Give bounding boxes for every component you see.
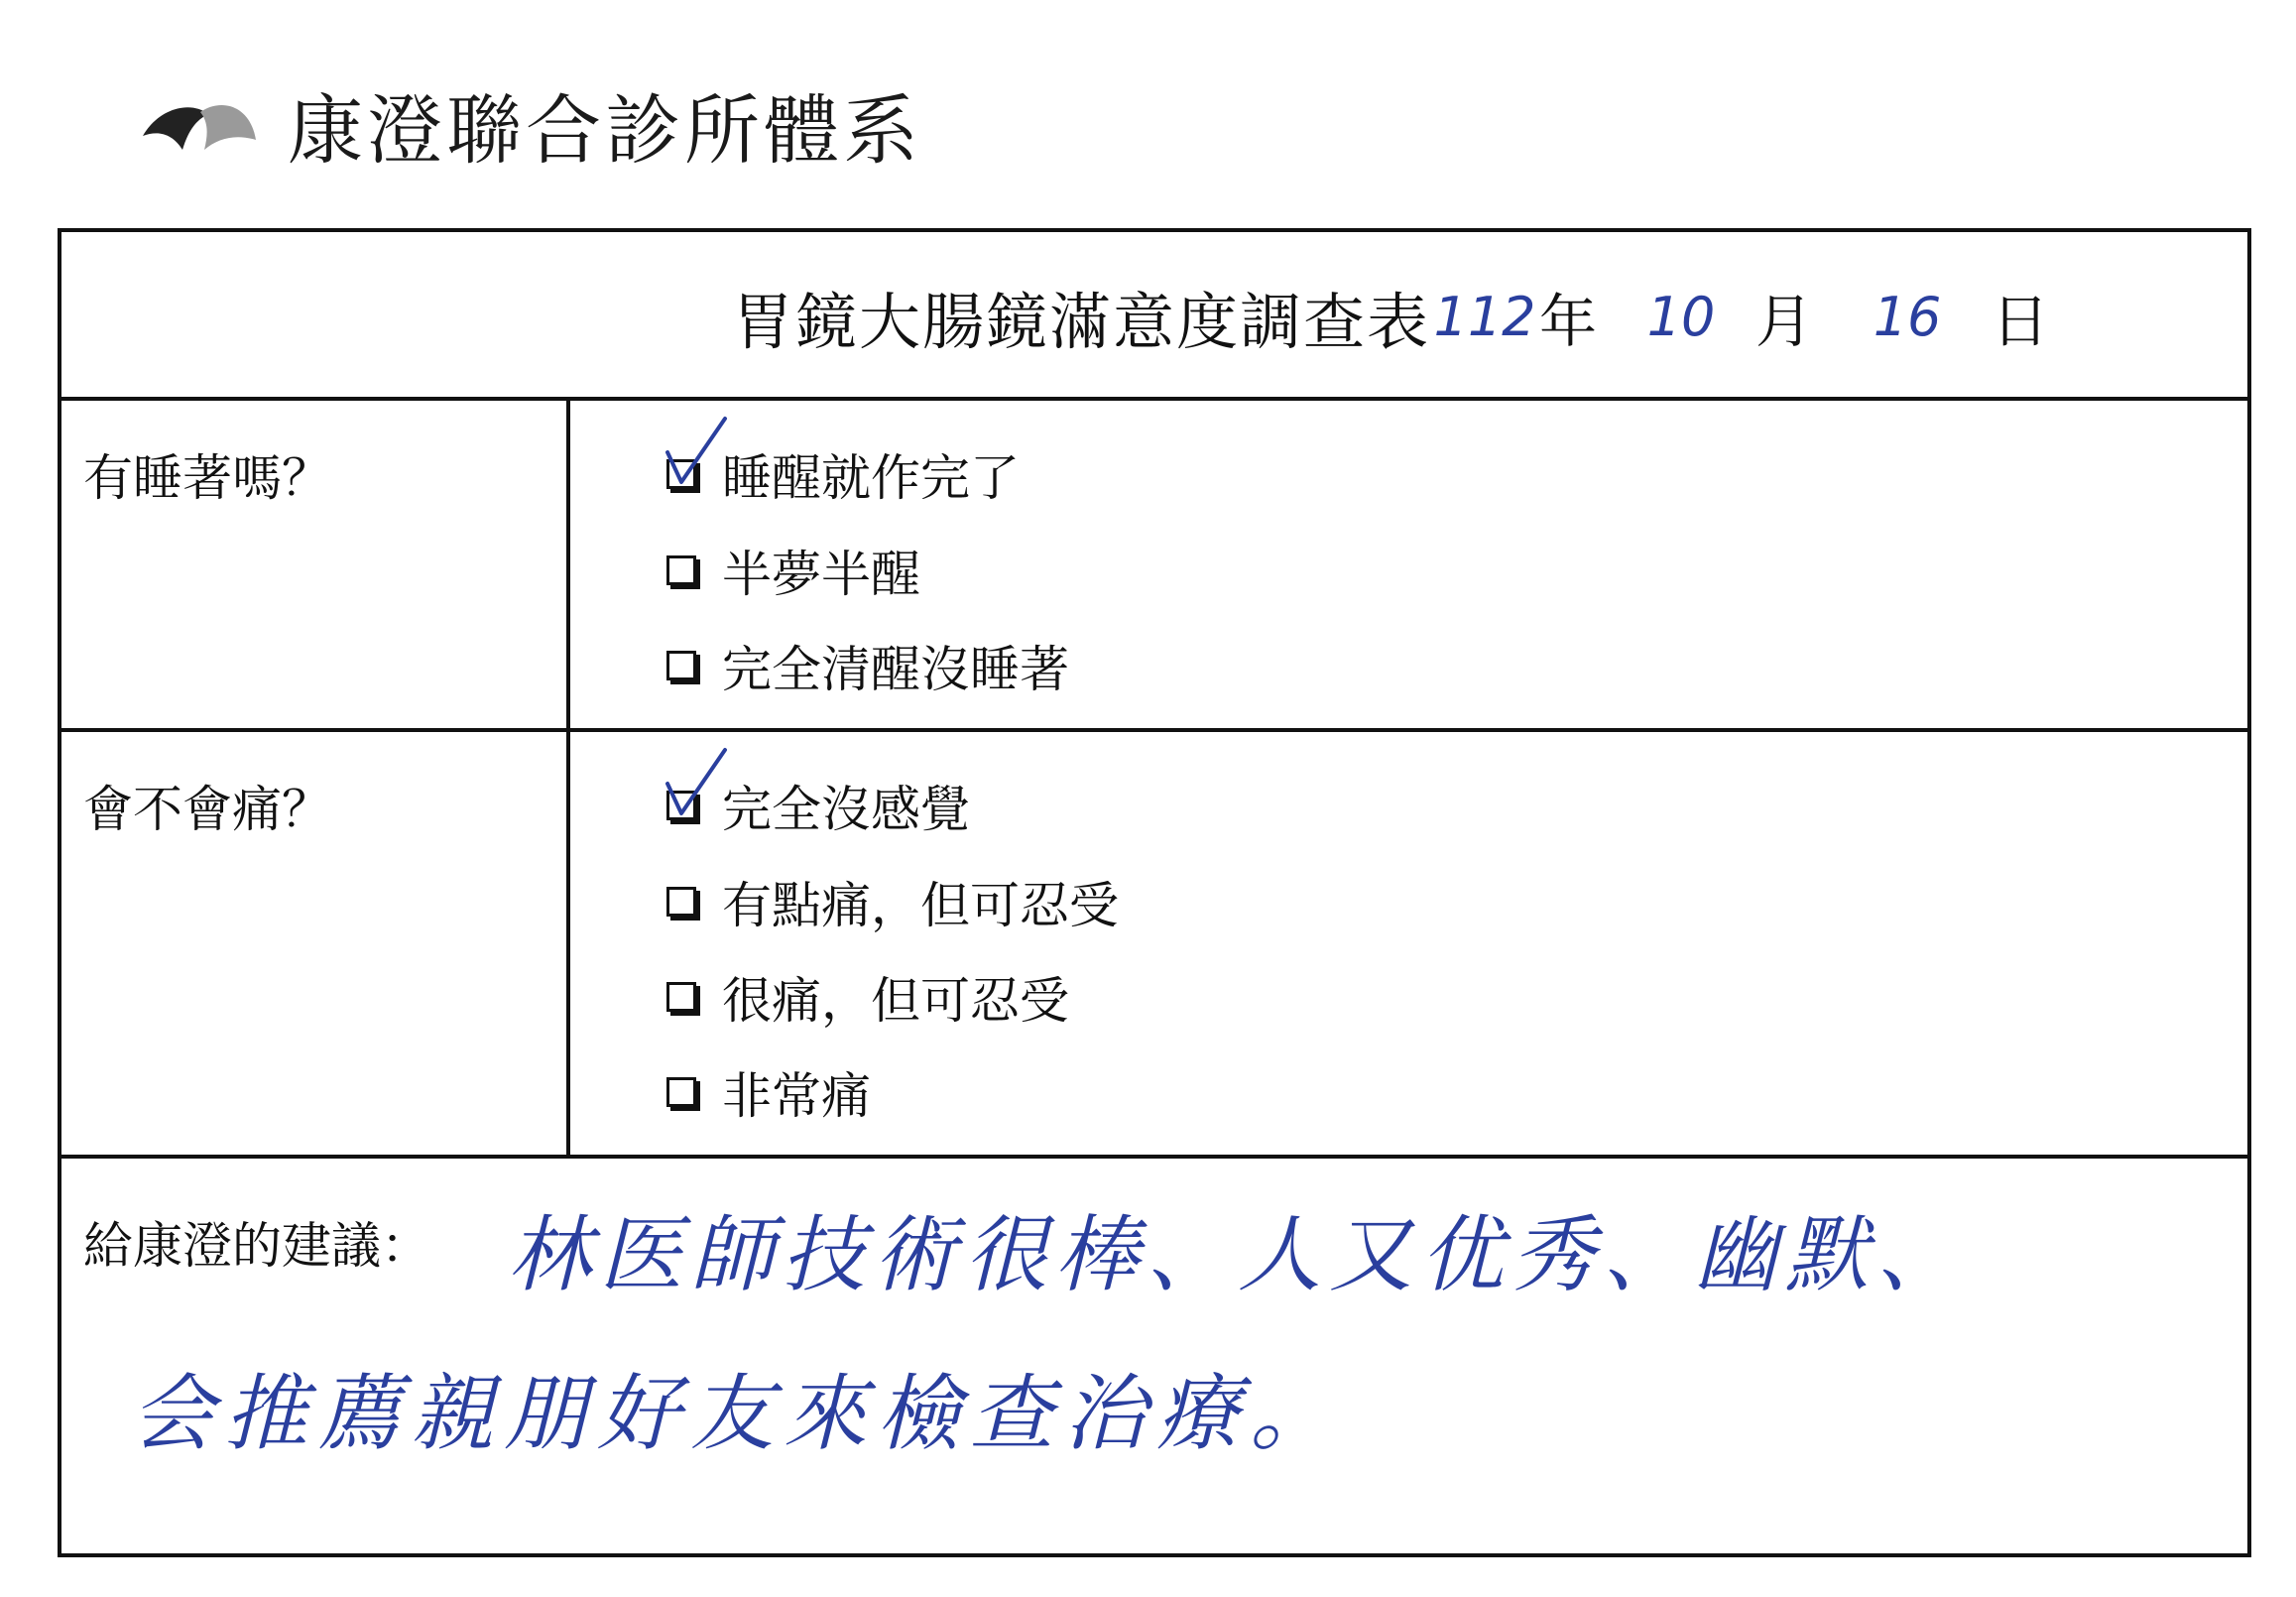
month-value: 10 xyxy=(1646,285,1716,348)
sleep-question: 有睡著嗎？ xyxy=(61,401,570,728)
suggestion-label: 給康澄的建議： xyxy=(83,1217,430,1275)
clinic-name: 康澄聯合診所體系 xyxy=(288,85,922,175)
pain-option-label: 有點痛，但可忍受 xyxy=(722,877,1119,934)
checkbox[interactable] xyxy=(666,651,696,680)
checkbox[interactable] xyxy=(666,459,696,489)
day-label: 日 xyxy=(1992,288,2050,355)
form-title: 胃鏡大腸鏡滿意度調查表 xyxy=(732,285,1431,358)
sleep-option[interactable] xyxy=(666,631,1069,700)
pain-option-label: 完全沒感覺 xyxy=(722,781,970,838)
suggestion-section xyxy=(61,1159,2247,1557)
sleep-options xyxy=(570,401,2247,728)
checkbox[interactable] xyxy=(666,887,696,917)
sleep-option[interactable] xyxy=(666,536,920,605)
pain-option[interactable] xyxy=(666,1057,871,1127)
title-line xyxy=(732,272,2059,361)
sleep-option-label: 完全清醒沒睡著 xyxy=(722,641,1069,698)
checkbox[interactable] xyxy=(666,982,696,1012)
day-value: 16 xyxy=(1873,285,1942,348)
sleep-option-label: 半夢半醒 xyxy=(722,546,920,603)
clinic-header xyxy=(139,74,922,174)
month-label: 月 xyxy=(1755,288,1814,355)
survey-form xyxy=(58,228,2251,1557)
sleep-option[interactable] xyxy=(666,439,1020,509)
pain-option[interactable] xyxy=(666,867,1119,936)
checkmark-icon xyxy=(662,744,731,823)
pain-option[interactable] xyxy=(666,962,1069,1032)
checkbox[interactable] xyxy=(666,791,696,820)
clinic-logo-icon xyxy=(139,94,258,154)
pain-option-label: 很痛，但可忍受 xyxy=(722,972,1069,1030)
year-label: 年 xyxy=(1539,288,1598,355)
checkbox[interactable] xyxy=(666,1077,696,1107)
pain-options xyxy=(570,732,2247,1155)
sleep-option-label: 睡醒就作完了 xyxy=(722,449,1020,507)
sleep-row xyxy=(61,401,2247,732)
pain-row xyxy=(61,732,2247,1159)
pain-question: 會不會痛？ xyxy=(61,732,570,1155)
suggestion-text-line1: 林医師技術很棒、人又优秀、幽默、 xyxy=(508,1206,1969,1303)
suggestion-text-line2: 会推薦親朋好友來檢查治療。 xyxy=(131,1365,1344,1462)
year-value: 112 xyxy=(1433,285,1536,348)
pain-option-label: 非常痛 xyxy=(722,1067,871,1125)
title-row xyxy=(61,232,2247,401)
pain-option[interactable] xyxy=(666,771,970,840)
checkbox[interactable] xyxy=(666,555,696,585)
checkmark-icon xyxy=(662,413,731,492)
